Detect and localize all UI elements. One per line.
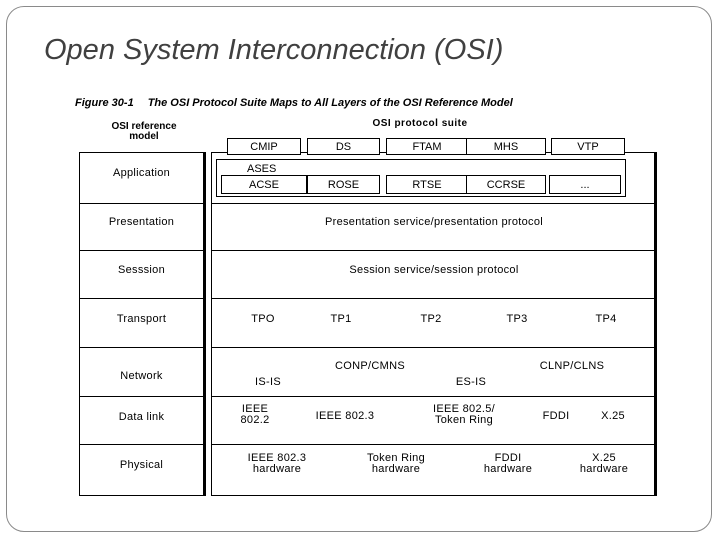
- physical-fddi-line1: FDDI: [494, 452, 522, 464]
- ase-box-rtse: RTSE: [386, 175, 468, 194]
- ase-box-rose: ROSE: [307, 175, 380, 194]
- datalink-ieee-802-5: [418, 404, 510, 426]
- physical-token-ring: [354, 453, 438, 475]
- physical-x25-line1: X.25: [592, 452, 616, 464]
- datalink-ieee-802-3: IEEE 802.3: [315, 410, 375, 422]
- layer-divider: [80, 203, 203, 204]
- layer-data-link: Data link: [118, 411, 165, 423]
- figure-caption: [75, 97, 513, 109]
- ase-box-ccrse: CCRSE: [466, 175, 546, 194]
- physical-ieee-802-3-line1: IEEE 802.3: [247, 452, 307, 464]
- physical-x25: [572, 453, 636, 475]
- ase-box-ellipsis: ...: [549, 175, 621, 194]
- transport-tp2: TP2: [420, 313, 442, 325]
- layer-divider: [80, 298, 203, 299]
- ases-label: ASES: [247, 163, 277, 175]
- physical-token-ring-line2: hardware: [371, 463, 421, 475]
- physical-fddi: [474, 453, 542, 475]
- layer-divider: [212, 444, 654, 445]
- physical-ieee-802-3: [234, 453, 320, 475]
- presentation-protocol: Presentation service/presentation protocol: [324, 216, 544, 228]
- network-conp: CONP/CMNS: [335, 360, 405, 372]
- layer-physical: Physical: [119, 459, 164, 471]
- protocol-box-ftam: FTAM: [386, 138, 468, 155]
- transport-tp0: TPO: [251, 313, 275, 325]
- datalink-ieee-802-2-line2: 802.2: [240, 414, 270, 426]
- transport-tp1: TP1: [330, 313, 352, 325]
- layer-divider: [212, 298, 654, 299]
- layer-session: Sesssion: [117, 264, 166, 276]
- layer-divider: [212, 347, 654, 348]
- datalink-ieee-802-2: [228, 404, 282, 426]
- transport-tp4: TP4: [595, 313, 617, 325]
- network-clnp: CLNP/CLNS: [539, 360, 605, 372]
- transport-tp3: TP3: [506, 313, 528, 325]
- osi-reference-heading: [96, 122, 192, 142]
- layer-network: Network: [120, 370, 163, 382]
- protocol-box-cmip: CMIP: [227, 138, 301, 155]
- slide-title: Open System Interconnection (OSI): [44, 34, 504, 66]
- protocol-box-vtp: VTP: [551, 138, 625, 155]
- layer-divider: [212, 250, 654, 251]
- physical-ieee-802-3-line2: hardware: [252, 463, 302, 475]
- osi-reference-column: [79, 152, 206, 496]
- figure-caption-text: The OSI Protocol Suite Maps to All Layers of the OSI Reference Model: [147, 97, 513, 109]
- osi-reference-heading-line1: OSI reference: [111, 121, 177, 132]
- datalink-fddi: FDDI: [542, 410, 570, 422]
- layer-divider: [80, 250, 203, 251]
- protocol-suite-heading: OSI protocol suite: [372, 118, 468, 129]
- ase-box-acse: ACSE: [221, 175, 307, 194]
- session-protocol: Session service/session protocol: [349, 264, 519, 276]
- datalink-ieee-802-5-line1: IEEE 802.5/: [432, 403, 495, 415]
- layer-transport: Transport: [116, 313, 167, 325]
- figure-number: Figure 30-1: [75, 97, 134, 109]
- datalink-x25: X.25: [601, 410, 625, 422]
- layer-application: Application: [112, 167, 171, 179]
- datalink-ieee-802-2-line1: IEEE: [241, 403, 269, 415]
- physical-token-ring-line1: Token Ring: [366, 452, 426, 464]
- protocol-box-ds: DS: [307, 138, 380, 155]
- datalink-ieee-802-5-line2: Token Ring: [434, 414, 494, 426]
- layer-divider: [80, 396, 203, 397]
- layer-divider: [212, 203, 654, 204]
- network-es-is: ES-IS: [455, 376, 487, 388]
- layer-presentation: Presentation: [108, 216, 175, 228]
- protocol-box-mhs: MHS: [466, 138, 546, 155]
- layer-divider: [212, 396, 654, 397]
- osi-reference-heading-line2: model: [129, 131, 159, 142]
- physical-x25-line2: hardware: [579, 463, 629, 475]
- physical-fddi-line2: hardware: [483, 463, 533, 475]
- layer-divider: [80, 347, 203, 348]
- network-is-is: IS-IS: [255, 376, 281, 388]
- layer-divider: [80, 444, 203, 445]
